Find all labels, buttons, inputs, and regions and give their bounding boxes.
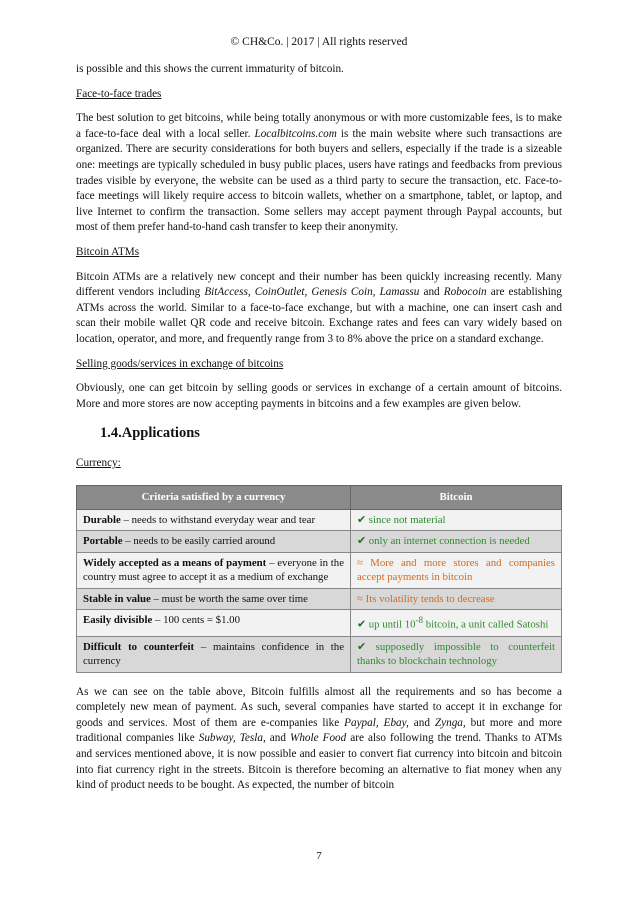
table-row	[77, 531, 562, 553]
approx-icon: ≈	[357, 556, 363, 569]
table-row	[77, 509, 562, 531]
check-icon: ✔	[357, 619, 367, 632]
check-icon: ✔	[357, 535, 367, 548]
table-row	[77, 552, 562, 588]
table-header-bitcoin: Bitcoin	[351, 486, 562, 510]
bitcoin-cell: ≈ More and more stores and companies accept payments in bitcoin	[351, 552, 562, 588]
approx-icon: ≈	[357, 592, 363, 605]
bitcoin-atms-paragraph: Bitcoin ATMs are a relatively new concept and their number has been quickly increasing recently. Many different vendors including BitAccess, CoinOutlet, Genesis Coin, Lamassu and Robocoin are establishing ATMs across the world. Similar to a face-to-face exchange, but with a machine, one can insert cash and scan their mobile wallet QR code and receive bitcoin. Exchange rates and fees can vary widely based on location, operator, and more, and frequently range from 3 to 8% above the price on a standard exchange.	[76, 270, 562, 345]
page-number: 7	[316, 850, 322, 862]
table-row	[77, 610, 562, 636]
check-icon: ✔	[357, 513, 367, 526]
currency-criteria-table	[76, 485, 562, 672]
closing-paragraph: As we can see on the table above, Bitcoin fulfills almost all the requirements and so has become a completely new mean of payment. As such, several companies have started to accept it in exchange for goods and services. Most of them are e-companies like Paypal, Ebay, and Zynga, but more and more traditional companies like Subway, Tesla, and Whole Food are also following the trend. Thanks to ATMs and services mentioned above, it is now possible and easier to convert fiat currency into bitcoin and bitcoin into fiat currency right in the streets. Bitcoin is therefore becoming an alternative to fiat money when any kind of product needs to be bought. As expected, the number of bitcoin	[76, 685, 562, 792]
localbitcoins-site: Localbitcoins.com	[254, 127, 337, 140]
face-to-face-heading: Face-to-face trades	[76, 87, 162, 100]
criteria-cell: Widely accepted as a means of payment – everyone in the country must agree to accept it as a medium of exchange	[77, 552, 351, 588]
intro-paragraph: is possible and this shows the current immaturity of bitcoin.	[76, 63, 344, 75]
page-header: © CH&Co. | 2017 | All rights reserved	[230, 36, 408, 48]
bitcoin-cell: ✔ only an internet connection is needed	[351, 531, 562, 553]
bitcoin-atms-heading: Bitcoin ATMs	[76, 245, 140, 258]
criteria-cell: Easily divisible – 100 cents = $1.00	[77, 610, 351, 636]
check-icon: ✔	[357, 640, 367, 653]
criteria-cell: Durable – needs to withstand everyday wear and tear	[77, 509, 351, 531]
criteria-cell: Stable in value – must be worth the same over time	[77, 588, 351, 610]
criteria-cell: Portable – needs to be easily carried around	[77, 531, 351, 553]
table-row	[77, 636, 562, 672]
table-header-criteria: Criteria satisfied by a currency	[77, 486, 351, 510]
selling-goods-paragraph: Obviously, one can get bitcoin by selling goods or services in exchange of a certain amount of bitcoins. More and more stores are now accepting payments in bitcoins and a few examples are given below.	[76, 382, 562, 410]
criteria-cell: Difficult to counterfeit – maintains confidence in the currency	[77, 636, 351, 672]
face-to-face-paragraph: The best solution to get bitcoins, while being totally anonymous or with more customizable fees, is to make a face-to-face deal with a local seller. Localbitcoins.com is the main website where such transactions are organized. There are security considerations for both buyers and sellers, especially if the trade is a sizeable one: meetings are typically scheduled in busy public places, users have ratings and feedbacks from previous trades visible by everyone, the website can be used as a third party to secure the transaction, etc. Face-to-face meetings will likely require access to bitcoin wallets, whether on a smartphone, tablet, or laptop, and live Internet to confirm the transaction. Some sellers may accept payment through Paypal accounts, but most of them prefer hand-to-hand cash transfer to keep their anonymity.	[76, 112, 562, 234]
bitcoin-cell: ✔ supposedly impossible to counterfeit thanks to blockchain technology	[351, 636, 562, 672]
bitcoin-cell: ✔ up until $10^{-8}$ bitcoin, a unit called Satoshi	[351, 610, 562, 636]
bitcoin-cell: ≈ Its volatility tends to decrease	[351, 588, 562, 610]
bitcoin-cell: ✔ since not material	[351, 509, 562, 531]
selling-goods-heading: Selling goods/services in exchange of bitcoins	[76, 357, 284, 370]
table-row	[77, 588, 562, 610]
section-title: 1.4.Applications	[100, 425, 200, 442]
page-content	[76, 62, 562, 803]
currency-label: Currency:	[76, 456, 121, 469]
